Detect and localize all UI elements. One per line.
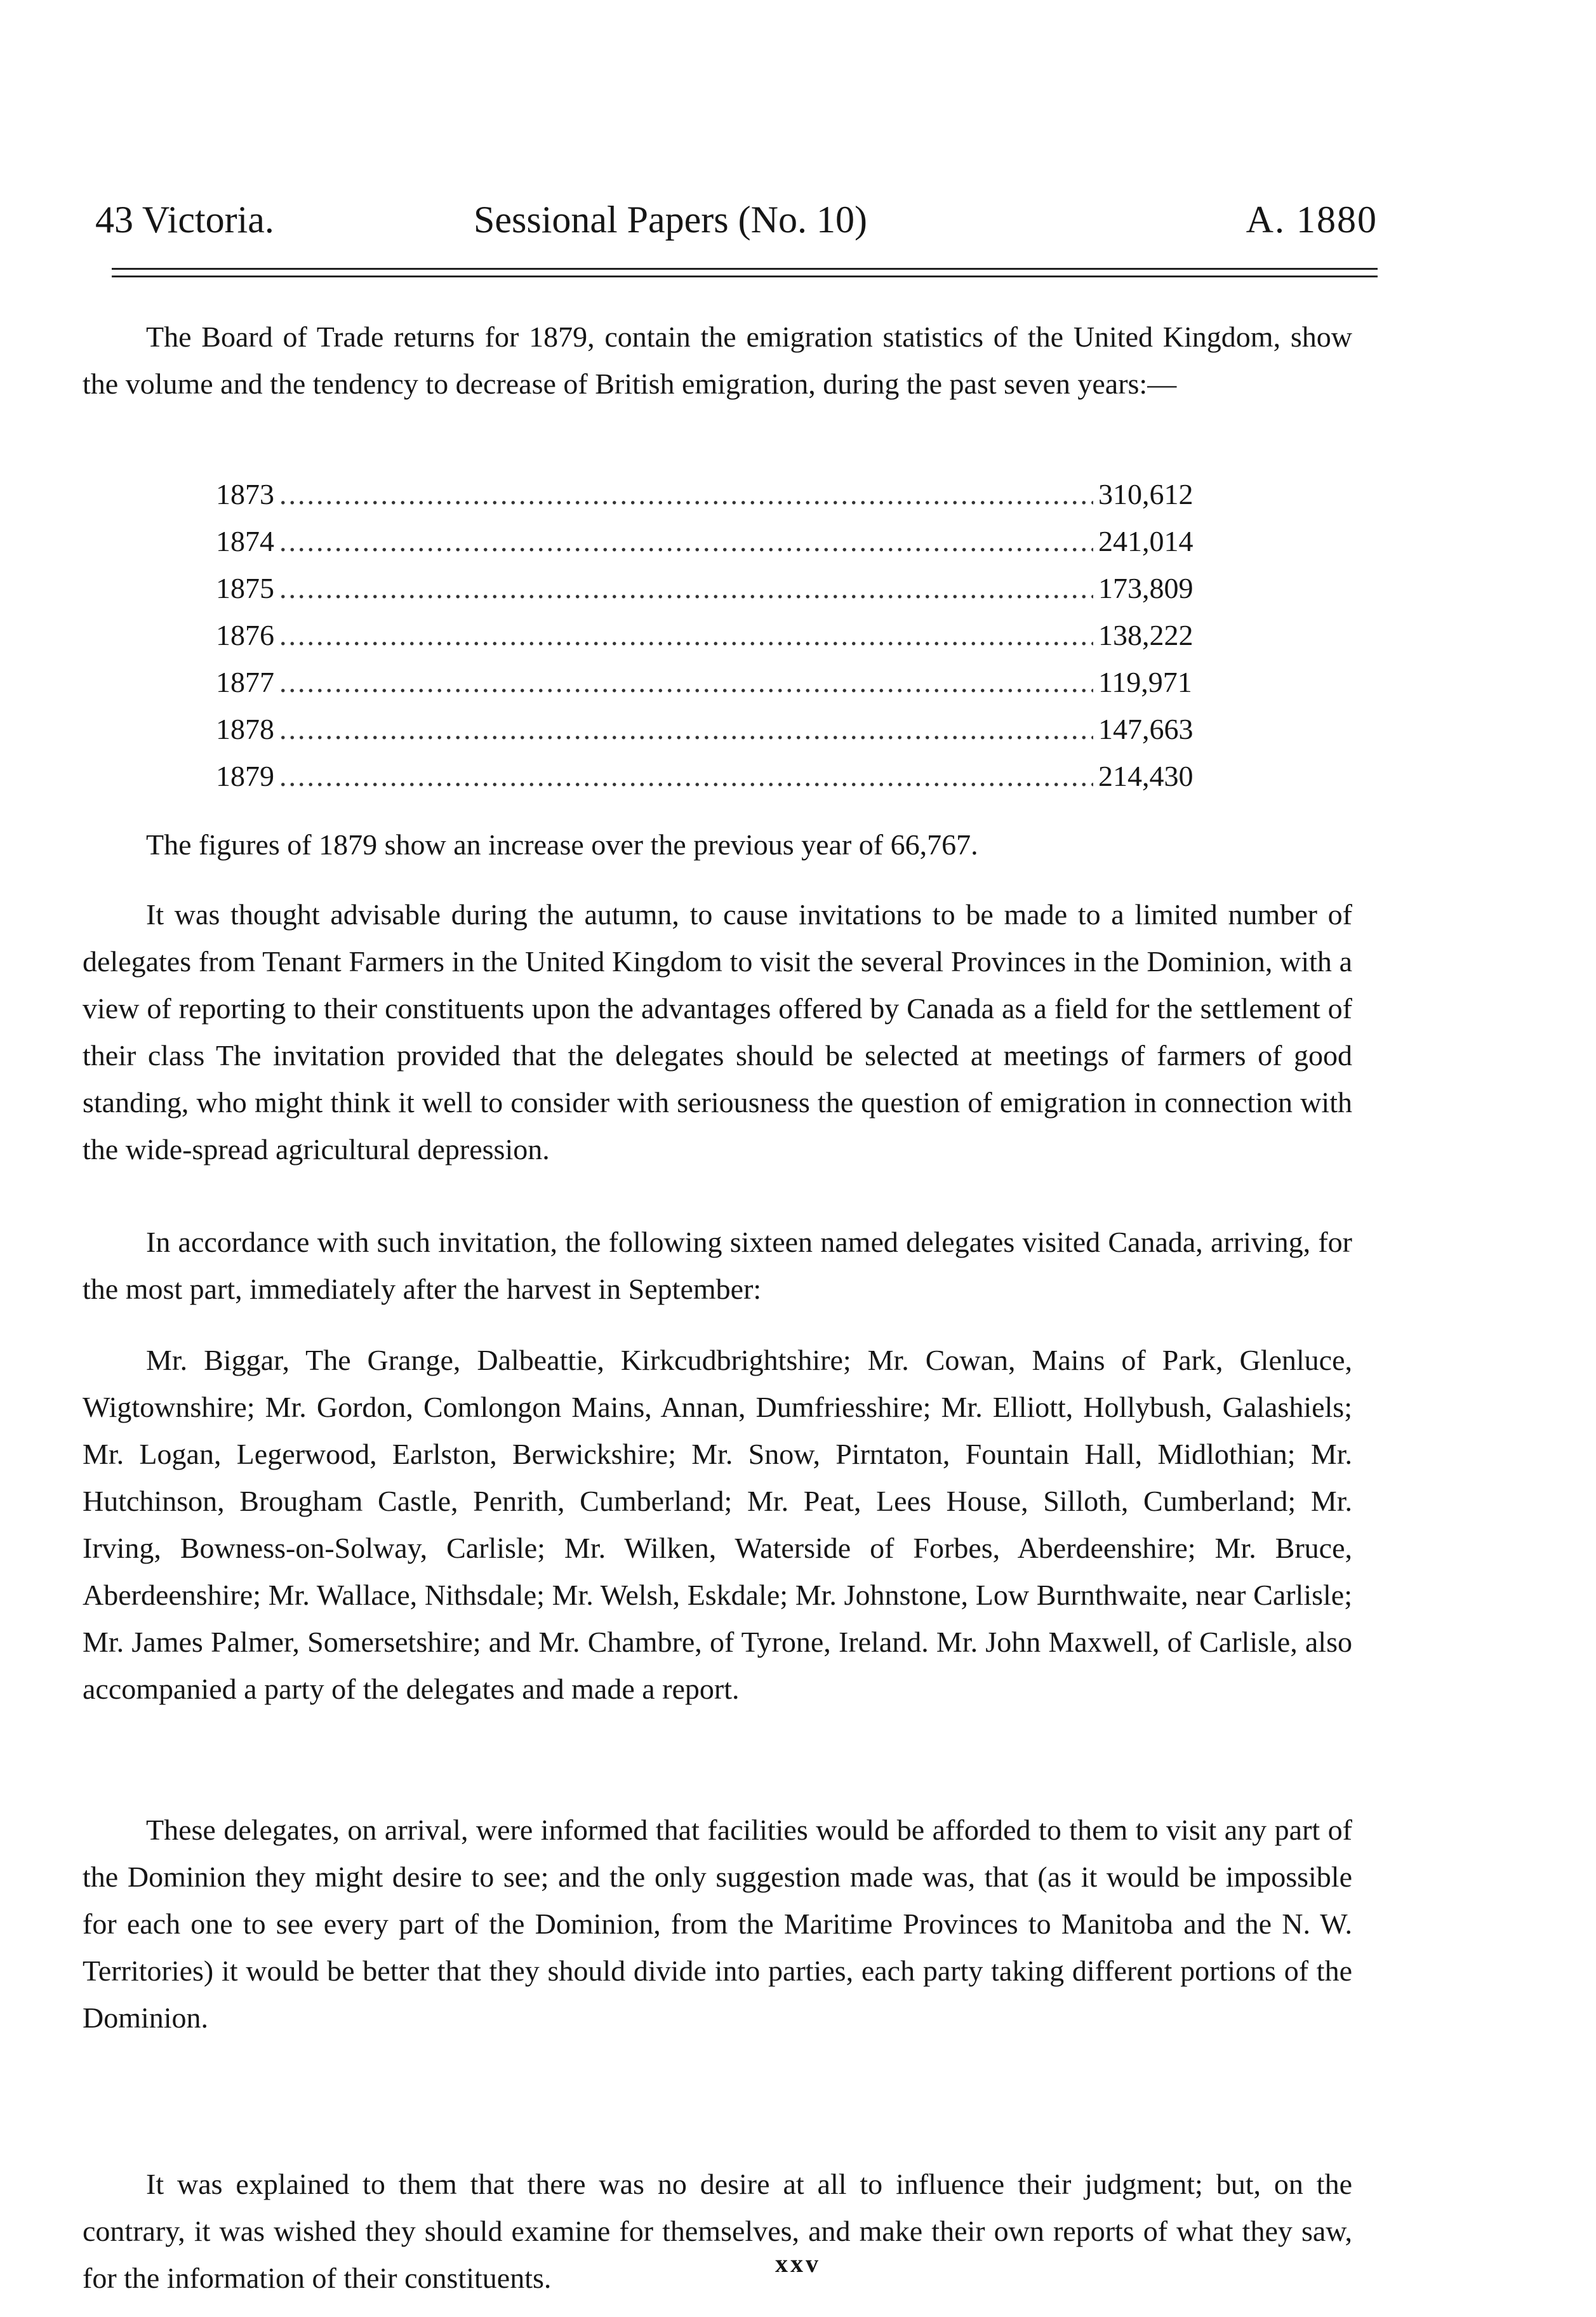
- table-row: [216, 753, 1219, 800]
- header-volume: 43 Victoria.: [95, 199, 274, 241]
- paragraph-delegates-intro: In accordance with such invitation, the following sixteen named delegates visited Canada, arriving, for the most part, immediately after the harvest in September:: [83, 1226, 1352, 1305]
- paragraph-arrival: These delegates, on arrival, were informed that facilities would be afforded to them to visit any part of the Dominion they might desire to see; and the only suggestion made was, that (as it would be impossible for each one to see every part of the Dominion, from the Maritime Provinces to Manitoba and the N. W. Territories) it would be better that they should divide into parties, each party taking different portions of the Dominion.: [83, 1814, 1352, 2034]
- table-year: 1878: [216, 713, 274, 745]
- table-row: [216, 565, 1219, 612]
- table-year: 1873: [216, 478, 274, 510]
- table-row: [216, 518, 1219, 565]
- running-header: [95, 194, 1378, 245]
- dot-leader: [279, 659, 1093, 706]
- paragraph-increase: The figures of 1879 show an increase over the previous year of 66,767.: [146, 828, 978, 861]
- paragraph-invitation: It was thought advisable during the autumn, to cause invitations to be made to a limited number of delegates from Tenant Farmers in the United Kingdom to visit the several Provinces in the Dominion, with a view of reporting to their constituents upon the advantages offered by Canada as a field for the settlement of their class The invitation provided that the delegates should be selected at meetings of farmers of good standing, who might think it well to consider with seriousness the question of emigration in connection with the wide-spread agricultural depression.: [83, 898, 1352, 1165]
- paragraph-delegate-list: Mr. Biggar, The Grange, Dalbeattie, Kirkcudbrightshire; Mr. Cowan, Mains of Park, Glenluce, Wigtownshire; Mr. Gordon, Comlongon Mains, Annan, Dumfriesshire; Mr. Elliott, Hollybush, Galashiels; Mr. Logan, Legerwood, Earlston, Berwickshire; Mr. Snow, Pirntaton, Fountain Hall, Midlothian; Mr. Hutchinson, Brougham Castle, Penrith, Cumberland; Mr. Peat, Lees House, Silloth, Cumberland; Mr. Irving, Bowness-on-Solway, Carlisle; Mr. Wilken, Waterside of Forbes, Aberdeenshire; Mr. Bruce, Aberdeenshire; Mr. Wallace, Nithsdale; Mr. Welsh, Eskdale; Mr. Johnstone, Low Burnthwaite, near Carlisle; Mr. James Palmer, Somersetshire; and Mr. Chambre, of Tyrone, Ireland. Mr. John Maxwell, of Carlisle, also accompanied a party of the delegates and made a report.: [83, 1344, 1352, 1705]
- dot-leader: [279, 706, 1093, 753]
- header-rule-bottom: [112, 276, 1378, 277]
- table-year: 1874: [216, 525, 274, 557]
- table-value: 241,014: [1098, 525, 1194, 557]
- table-year: 1877: [216, 666, 274, 698]
- table-value: 138,222: [1098, 619, 1194, 651]
- table-row: [216, 706, 1219, 753]
- table-value: 119,971: [1098, 666, 1192, 698]
- dot-leader: [279, 518, 1093, 565]
- dot-leader: [279, 471, 1093, 518]
- table-value: 214,430: [1098, 760, 1194, 792]
- table-value: 173,809: [1098, 572, 1194, 604]
- page-number: xxv: [775, 2249, 821, 2278]
- dot-leader: [279, 612, 1093, 659]
- table-value: 310,612: [1098, 478, 1194, 510]
- paragraph-explanation: It was explained to them that there was no desire at all to influence their judgment; but, on the contrary, it was wished they should examine for themselves, and make their own reports of what they saw, for the information of their constituents.: [83, 2168, 1352, 2294]
- header-rule-top: [112, 268, 1378, 270]
- paragraph-board-of-trade: The Board of Trade returns for 1879, contain the emigration statistics of the United Kingdom, show the volume and the tendency to decrease of British emigration, during the past seven years:—: [83, 321, 1352, 400]
- table-year: 1879: [216, 760, 274, 792]
- dot-leader: [279, 753, 1093, 800]
- dot-leader: [279, 565, 1093, 612]
- table-row: [216, 659, 1219, 706]
- table-row: [216, 471, 1219, 518]
- emigration-table: [216, 471, 1219, 800]
- table-year: 1876: [216, 619, 274, 651]
- header-year: A. 1880: [1246, 199, 1378, 241]
- table-value: 147,663: [1098, 713, 1194, 745]
- header-title: Sessional Papers (No. 10): [474, 199, 867, 241]
- table-year: 1875: [216, 572, 274, 604]
- table-row: [216, 612, 1219, 659]
